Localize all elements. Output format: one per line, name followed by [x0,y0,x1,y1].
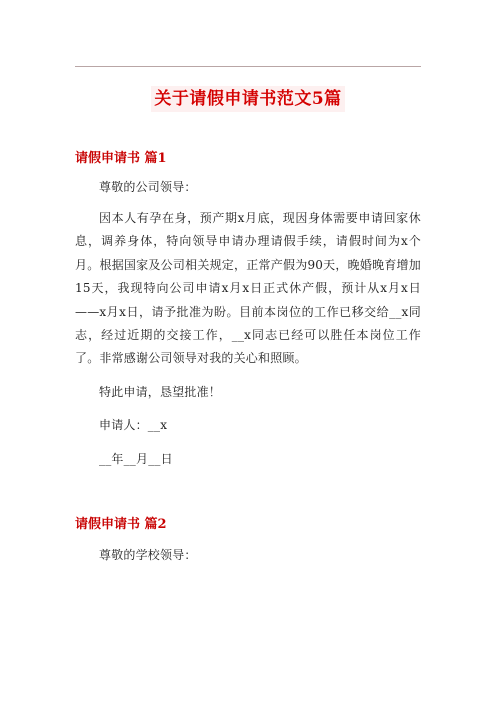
document-title: 关于请假申请书范文5篇 [151,86,344,112]
salutation-1: 尊敬的公司领导： [99,180,197,194]
applicant-line: 申请人：__x [99,418,168,432]
header-rule [75,66,421,67]
section-heading-2: 请假申请书 篇2 [75,517,167,532]
date-line: __年__月__日 [99,452,173,466]
closing-1: 特此申请，恳望批准！ [99,385,222,399]
body-paragraph-1: 因本人有孕在身，预产期x月底，现因身体需要申请回家休息，调养身体，特向领导申请办理请假手续，请假时间为x个月。根据国家及公司相关规定，正常产假为90天，晚婚晚育增加15天，我现特向公司申请x月x日正式休产假，预计从x月x日——x月x日，请予批准为盼。目前本岗位的工作已移交给__x同志，经过近期的交接工作，__x同志已经可以胜任本岗位工作了。非常感谢公司领导对我的关心和照顾。 [75,211,421,366]
title-container [0,86,496,112]
section-heading-1: 请假申请书 篇1 [75,151,167,166]
salutation-2: 尊敬的学校领导： [99,548,197,562]
